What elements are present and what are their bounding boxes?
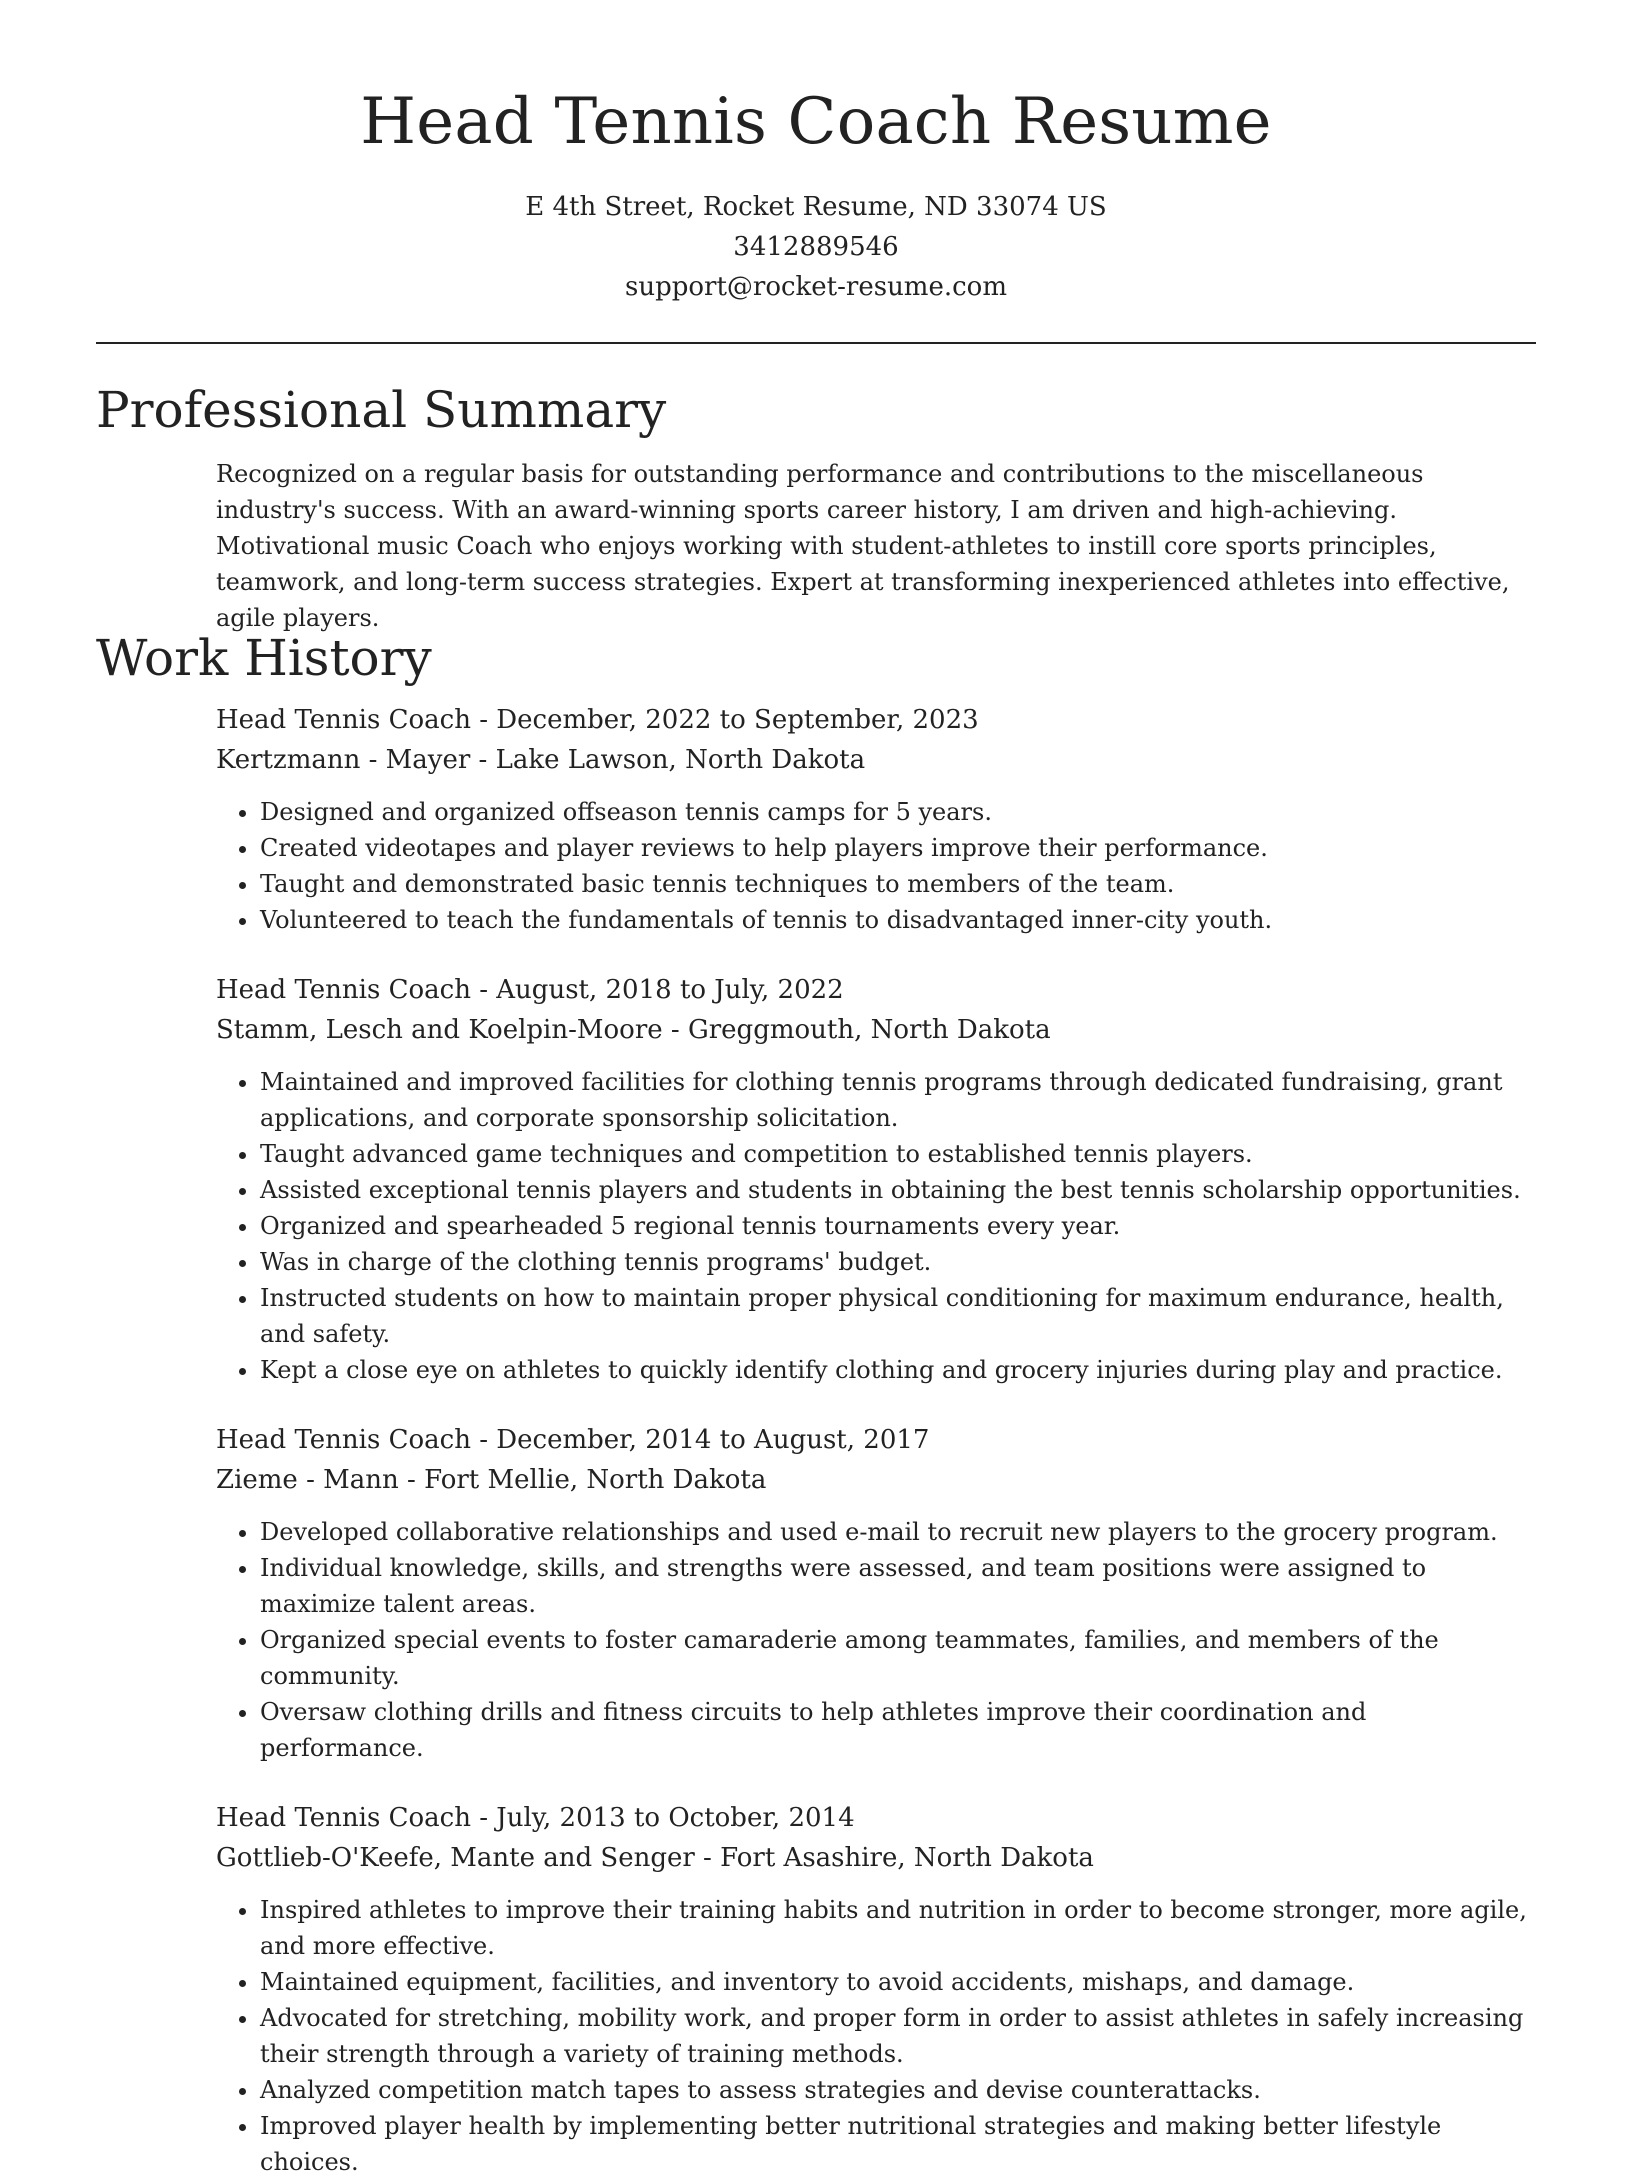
job-dates: July, 2013 to October, 2014 bbox=[496, 1803, 855, 1833]
work-history-section bbox=[96, 628, 1536, 2180]
job-bullet: • Kept a close eye on athletes to quickly identify clothing and grocery injuries during play and practice. bbox=[260, 1352, 1536, 1388]
job-title-line: Head Tennis Coach - July, 2013 to October, 2014 bbox=[216, 1803, 855, 1833]
job-bullet: • Inspired athletes to improve their training habits and nutrition in order to become stronger, more agile, and more effective. bbox=[260, 1892, 1536, 1964]
job-company: Stamm, Lesch and Koelpin-Moore bbox=[216, 1015, 663, 1045]
job-title: Head Tennis Coach bbox=[216, 1803, 471, 1833]
contact-block bbox=[0, 187, 1632, 307]
job-entry bbox=[216, 970, 1536, 1388]
job-bullets bbox=[216, 794, 1536, 938]
job-dates: August, 2018 to July, 2022 bbox=[496, 975, 844, 1005]
job-company-line: Gottlieb-O'Keefe, Mante and Senger - Fort Asashire, North Dakota bbox=[216, 1843, 1094, 1873]
job-title-line: Head Tennis Coach - December, 2022 to September, 2023 bbox=[216, 705, 979, 735]
summary-section bbox=[96, 380, 1536, 636]
job-bullet: • Oversaw clothing drills and fitness circuits to help athletes improve their coordination and performance. bbox=[260, 1694, 1536, 1766]
job-bullets bbox=[216, 1892, 1536, 2180]
contact-address: E 4th Street, Rocket Resume, ND 33074 US bbox=[525, 191, 1107, 222]
job-bullet: • Designed and organized offseason tennis camps for 5 years. bbox=[260, 794, 1536, 830]
job-bullet: • Assisted exceptional tennis players and students in obtaining the best tennis scholarship opportunities. bbox=[260, 1172, 1536, 1208]
header-divider bbox=[96, 342, 1536, 344]
job-bullet: • Taught and demonstrated basic tennis techniques to members of the team. bbox=[260, 866, 1536, 902]
job-title: Head Tennis Coach bbox=[216, 975, 471, 1005]
job-location: Lake Lawson, North Dakota bbox=[495, 745, 866, 775]
job-entry bbox=[216, 1420, 1536, 1766]
job-bullet: • Analyzed competition match tapes to assess strategies and devise counterattacks. bbox=[260, 2072, 1536, 2108]
job-bullet: • Improved player health by implementing better nutritional strategies and making better lifestyle choices. bbox=[260, 2108, 1536, 2180]
job-title-line: Head Tennis Coach - December, 2014 to August, 2017 bbox=[216, 1425, 930, 1455]
job-bullet: • Created videotapes and player reviews to help players improve their performance. bbox=[260, 830, 1536, 866]
job-bullets bbox=[216, 1514, 1536, 1766]
job-bullets bbox=[216, 1064, 1536, 1388]
job-bullet: • Developed collaborative relationships and used e-mail to recruit new players to the grocery program. bbox=[260, 1514, 1536, 1550]
job-bullet: • Individual knowledge, skills, and strengths were assessed, and team positions were assigned to maximize talent areas. bbox=[260, 1550, 1536, 1622]
resume-title: Head Tennis Coach Resume bbox=[360, 85, 1272, 159]
job-bullet: • Volunteered to teach the fundamentals of tennis to disadvantaged inner-city youth. bbox=[260, 902, 1536, 938]
contact-email: support@rocket-resume.com bbox=[624, 271, 1007, 302]
job-bullet: • Instructed students on how to maintain proper physical conditioning for maximum endurance, health, and safety. bbox=[260, 1280, 1536, 1352]
job-company-line: Kertzmann - Mayer - Lake Lawson, North Dakota bbox=[216, 745, 866, 775]
job-bullet: • Maintained equipment, facilities, and inventory to avoid accidents, mishaps, and damage. bbox=[260, 1964, 1536, 2000]
job-bullet: • Maintained and improved facilities for clothing tennis programs through dedicated fundraising, grant applications, and corporate sponsorship solicitation. bbox=[260, 1064, 1536, 1136]
summary-heading: Professional Summary bbox=[96, 381, 667, 439]
job-bullet: • Was in charge of the clothing tennis programs' budget. bbox=[260, 1244, 1536, 1280]
job-bullet: • Taught advanced game techniques and competition to established tennis players. bbox=[260, 1136, 1536, 1172]
job-location: Greggmouth, North Dakota bbox=[687, 1015, 1051, 1045]
work-history-heading: Work History bbox=[96, 629, 432, 687]
job-location: Fort Mellie, North Dakota bbox=[424, 1465, 767, 1495]
job-title-line: Head Tennis Coach - August, 2018 to July, 2022 bbox=[216, 975, 844, 1005]
job-location: Fort Asashire, North Dakota bbox=[720, 1843, 1094, 1873]
job-company: Gottlieb-O'Keefe, Mante and Senger bbox=[216, 1843, 695, 1873]
job-company: Kertzmann - Mayer bbox=[216, 745, 471, 775]
job-dates: December, 2014 to August, 2017 bbox=[496, 1425, 930, 1455]
job-dates: December, 2022 to September, 2023 bbox=[496, 705, 979, 735]
job-bullet: • Organized and spearheaded 5 regional tennis tournaments every year. bbox=[260, 1208, 1536, 1244]
job-company-line: Zieme - Mann - Fort Mellie, North Dakota bbox=[216, 1465, 767, 1495]
job-bullet: • Organized special events to foster camaraderie among teammates, families, and members of the community. bbox=[260, 1622, 1536, 1694]
job-bullet: • Advocated for stretching, mobility work, and proper form in order to assist athletes in safely increasing their strength through a variety of training methods. bbox=[260, 2000, 1536, 2072]
resume-header bbox=[0, 0, 1632, 307]
job-company-line: Stamm, Lesch and Koelpin-Moore - Greggmouth, North Dakota bbox=[216, 1015, 1051, 1045]
job-entry bbox=[216, 1798, 1536, 2180]
job-entry bbox=[216, 700, 1536, 938]
contact-phone: 3412889546 bbox=[733, 231, 899, 262]
job-company: Zieme - Mann bbox=[216, 1465, 399, 1495]
job-title: Head Tennis Coach bbox=[216, 705, 471, 735]
job-title: Head Tennis Coach bbox=[216, 1425, 471, 1455]
summary-text: Recognized on a regular basis for outstanding performance and contributions to the miscellaneous industry's success. With an award-winning sports career history, I am driven and high-achieving. Motivational music Coach who enjoys working with student-athletes to instill core sports principles, teamwork, and long-term success strategies. Expert at transforming inexperienced athletes into effective, agile players. bbox=[216, 460, 1510, 632]
